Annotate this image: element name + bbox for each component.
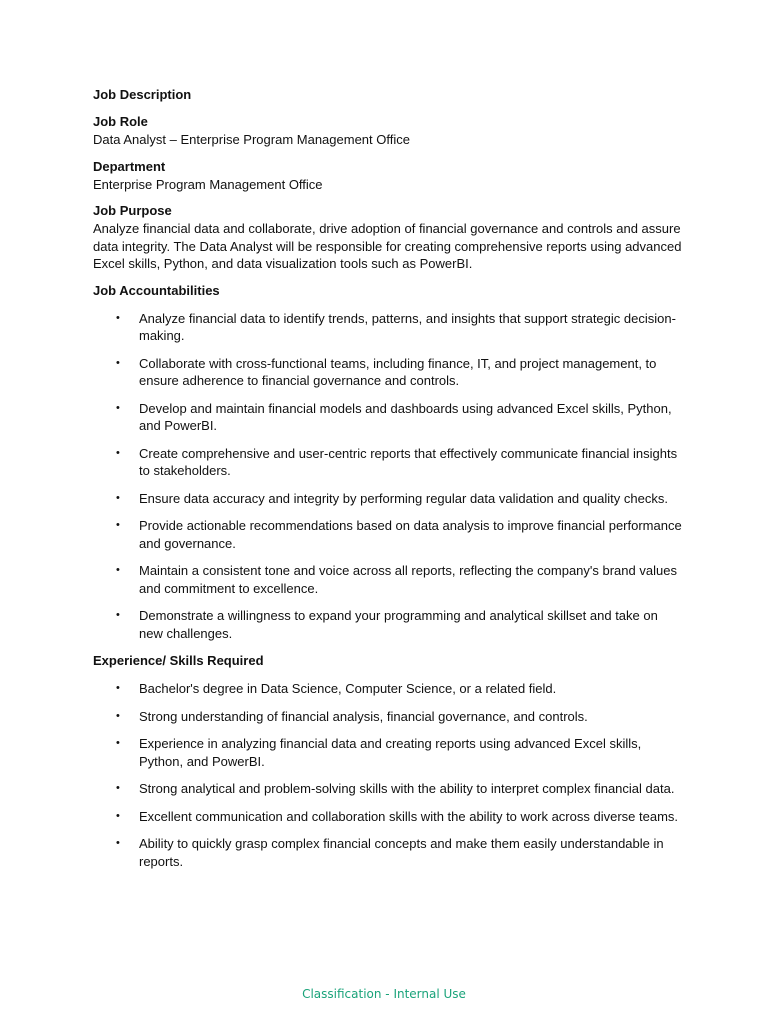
list-item xyxy=(93,490,683,508)
bullet-icon: • xyxy=(116,356,120,369)
list-item-text: Strong analytical and problem-solving skills with the ability to interpret complex financial data. xyxy=(139,781,675,796)
list-item-text: Develop and maintain financial models and dashboards using advanced Excel skills, Python, and PowerBI. xyxy=(139,400,672,433)
bullet-icon: • xyxy=(116,682,120,694)
department-text: Enterprise Program Management Office xyxy=(93,176,323,192)
list-item xyxy=(93,517,683,552)
bullet-icon: • xyxy=(116,446,120,459)
list-item-text: Demonstrate a willingness to expand your programming and analytical skillset and take on new challenges. xyxy=(139,608,658,641)
list-item xyxy=(93,310,683,345)
list-item-text: Strong understanding of financial analysis, financial governance, and controls. xyxy=(139,708,588,724)
list-item-text: Create comprehensive and user-centric reports that effectively communicate financial insights to stakeholders. xyxy=(139,445,678,478)
list-item-text: Maintain a consistent tone and voice across all reports, reflecting the company's brand values and commitment to excellence. xyxy=(139,563,677,596)
bullet-icon: • xyxy=(116,401,120,414)
list-item-text: Collaborate with cross-functional teams, including finance, IT, and project management, to ensure adherence to financial governance and controls. xyxy=(139,355,657,388)
classification-footer: Classification - Internal Use xyxy=(302,987,466,1001)
document-title: Job Description xyxy=(93,87,192,102)
list-item xyxy=(93,835,683,870)
list-item-text: Ensure data accuracy and integrity by performing regular data validation and quality checks. xyxy=(139,490,668,506)
bullet-icon: • xyxy=(116,809,120,822)
list-item-text: Experience in analyzing financial data and creating reports using advanced Excel skills, Python, and PowerBI. xyxy=(139,736,642,769)
bullet-icon: • xyxy=(116,519,120,531)
list-item xyxy=(93,400,683,435)
list-item xyxy=(93,355,683,390)
list-item xyxy=(93,708,683,726)
document-body xyxy=(93,86,683,880)
bullet-icon: • xyxy=(116,311,120,324)
skills-heading: Experience/ Skills Required xyxy=(93,653,264,668)
bullet-icon: • xyxy=(116,709,120,722)
bullet-icon: • xyxy=(116,837,120,849)
accountabilities-heading: Job Accountabilities xyxy=(93,282,220,298)
list-item xyxy=(93,562,683,597)
department-heading: Department xyxy=(93,158,166,174)
list-item xyxy=(93,780,683,798)
bullet-icon: • xyxy=(116,564,120,576)
job-role-text: Data Analyst – Enterprise Program Management Office xyxy=(93,132,410,147)
list-item xyxy=(93,607,683,642)
job-purpose-text: Analyze financial data and collaborate, drive adoption of financial governance and controls and assure data integrity. The Data Analyst will be responsible for creating comprehensive reports using advanced Excel skills, Python, and data visualization tools such as PowerBI. xyxy=(93,221,682,271)
job-role-heading: Job Role xyxy=(93,114,148,129)
list-item-text: Bachelor's degree in Data Science, Computer Science, or a related field. xyxy=(139,681,557,696)
list-item xyxy=(93,735,683,770)
accountabilities-list xyxy=(93,310,683,643)
bullet-icon: • xyxy=(116,782,120,794)
job-purpose-heading: Job Purpose xyxy=(93,203,172,218)
list-item-text: Ability to quickly grasp complex financial concepts and make them easily understandable in reports. xyxy=(139,836,664,869)
list-item xyxy=(93,445,683,480)
list-item xyxy=(93,808,683,826)
list-item-text: Analyze financial data to identify trends, patterns, and insights that support strategic decision-making. xyxy=(139,310,676,343)
bullet-icon: • xyxy=(116,737,120,749)
skills-list xyxy=(93,680,683,870)
list-item-text: Excellent communication and collaboration skills with the ability to work across diverse teams. xyxy=(139,808,679,824)
list-item-text: Provide actionable recommendations based on data analysis to improve financial performance and governance. xyxy=(139,518,682,551)
bullet-icon: • xyxy=(116,491,120,504)
list-item xyxy=(93,680,683,698)
bullet-icon: • xyxy=(116,609,120,621)
